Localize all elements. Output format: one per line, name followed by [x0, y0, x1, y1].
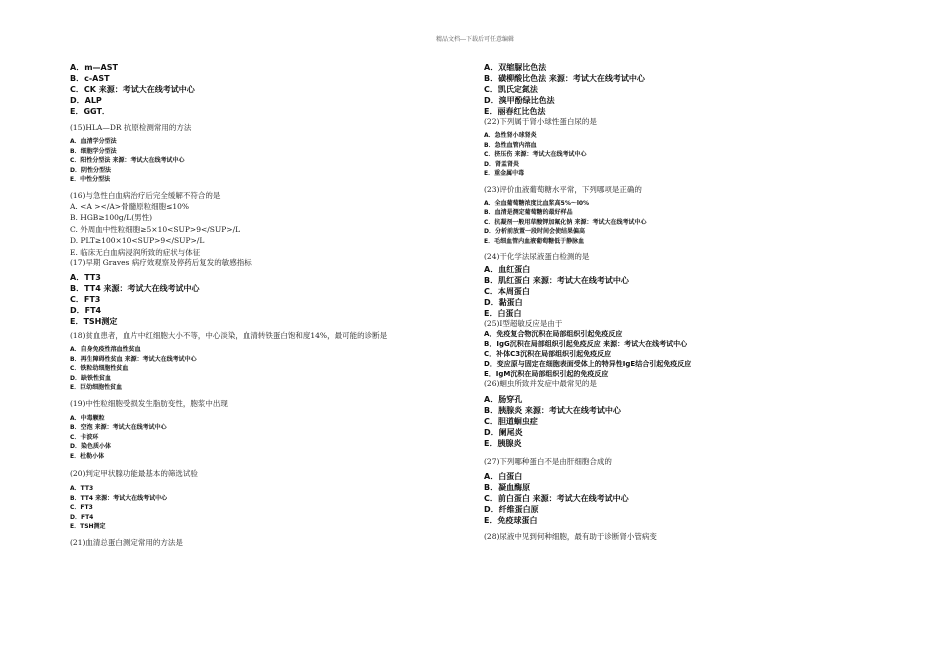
option-a: A．血清学分型法	[70, 138, 117, 145]
options-block	[70, 484, 470, 532]
option-e: E．重金属中毒	[484, 170, 525, 177]
option-d: D．分析前放置一段时间会使结果偏高	[484, 228, 585, 235]
option-c: C．FT3	[70, 504, 93, 511]
option-a: A．TT3	[70, 273, 101, 282]
option-c: C．本周蛋白	[484, 287, 530, 296]
option-a: A．血红蛋白	[484, 265, 531, 274]
option-d: D．缺铁性贫血	[70, 374, 111, 382]
option-e: E．胰腺炎	[484, 439, 522, 448]
question-19: (19)中性粒细胞受损发生脂肪变性，胞浆中出现	[70, 398, 228, 408]
option-d: D．阑尾炎	[484, 428, 523, 437]
question-25: (25)Ⅰ型超敏反应是由于	[484, 319, 563, 328]
option-a: A．中毒颗粒	[70, 414, 105, 422]
answer-line-c: C. 外周血中性粒细胞≥5×10<SUP>9</SUP>/L	[70, 224, 241, 234]
option-d: D．黏蛋白	[484, 298, 523, 307]
option-c: C．前白蛋白 来源：考试大在线考试中心	[484, 494, 629, 503]
option-e: E．白蛋白	[484, 309, 522, 318]
question-27: (27)下列哪种蛋白不是由肝细胞合成的	[484, 457, 612, 466]
option-a: A．免疫复合物沉积在局部组织引起免疫反应	[484, 330, 623, 338]
options-block	[70, 345, 470, 393]
options-block	[484, 62, 884, 117]
option-b: B．肌红蛋白 来源：考试大在线考试中心	[484, 276, 629, 285]
options-block	[70, 414, 470, 462]
option-b: B．凝血酶原	[484, 483, 531, 492]
right-column	[484, 62, 884, 542]
option-e: E．GGT．	[70, 107, 110, 116]
option-d: D．肾盂肾炎	[484, 160, 519, 168]
option-b: B．细胞学分型法	[70, 147, 117, 155]
option-a: A．TT3	[70, 485, 94, 492]
question-18: (18)贫血患者，血片中红细胞大小不等，中心淡染，血清转铁蛋白饱和度14%，最可能的诊断是	[70, 331, 388, 340]
option-e: E．IgM沉积在局部组织引起的免疫反应	[484, 370, 609, 378]
answer-line-b: B. HGB≥100g/L(男性)	[70, 213, 153, 222]
option-e: E．毛细血管内血液葡萄糖低于静脉血	[484, 237, 585, 245]
option-b: B．血清是测定葡萄糖的最好样品	[484, 209, 573, 216]
question-24: (24)干化学法尿液蛋白检测的是	[484, 252, 590, 261]
option-d: D．ALP	[70, 96, 102, 105]
options-block	[484, 471, 884, 526]
option-c: C．FT3	[70, 295, 101, 304]
option-d: D．溴甲酚绿比色法	[484, 96, 555, 105]
options-block	[484, 264, 884, 319]
option-b: B．c-AST	[70, 74, 110, 83]
option-b: B．IgG沉积在局部组织引起免疫反应 来源：考试大在线考试中心	[484, 340, 688, 348]
option-c: C．卡波环	[70, 433, 99, 441]
question-22: (22)下列属于肾小球性蛋白尿的是	[484, 117, 597, 126]
option-d: D．阴性分型法	[70, 166, 111, 174]
question-21: (21)血清总蛋白测定常用的方法是	[70, 537, 183, 547]
option-b: B．磺柳酸比色法 来源：考试大在线考试中心	[484, 74, 645, 83]
answer-line-d: D. PLT≥100×10<SUP>9</SUP>/L	[70, 236, 205, 245]
option-c: C．CK 来源：考试大在线考试中心	[70, 85, 195, 94]
option-c: C．阳性分型法 来源：考试大在线考试中心	[70, 157, 185, 164]
answer-lines	[70, 201, 470, 259]
option-c: C．挤压伤 来源：考试大在线考试中心	[484, 151, 587, 158]
option-b: B．TT4 来源：考试大在线考试中心	[70, 494, 168, 502]
option-b: B．胰腺炎 来源：考试大在线考试中心	[484, 406, 621, 415]
option-b: B．急性血管内溶血	[484, 141, 537, 149]
option-d: D．FT4	[70, 306, 102, 315]
answer-line-e: E. 临床无白血病浸润所致的症状与体征	[70, 247, 201, 257]
option-e: E．中性分型法	[70, 176, 111, 183]
question-26: (26)蛔虫所致并发症中最常见的是	[484, 379, 597, 388]
option-d: D．染色质小体	[70, 443, 111, 450]
answer-line-a: A. <A ></A>骨髓原粒细胞≤10%	[70, 201, 190, 211]
options-block	[484, 199, 884, 247]
question-23: (23)评价血液葡萄糖水平常，下列哪项是正确的	[484, 184, 642, 194]
option-a: A．自身免疫性溶血性贫血	[70, 346, 141, 353]
question-20: (20)判定甲状腺功能最基本的筛选试验	[70, 469, 198, 478]
option-c: C．凯氏定氮法	[484, 85, 538, 94]
option-e: E．丽春红比色法	[484, 107, 546, 116]
option-e: E．TSH测定	[70, 317, 118, 326]
option-a: A．双缩脲比色法	[484, 63, 547, 72]
option-c: C．抗凝剂一般用草酸钾加氟化钠 来源：考试大在线考试中心	[484, 218, 647, 226]
options-block	[70, 137, 470, 185]
question-16: (16)与急性白血病治疗后完全缓解不符合的是	[70, 190, 221, 200]
option-a: A．肠穿孔	[484, 395, 523, 404]
option-e: E．杜勒小体	[70, 452, 105, 460]
option-c: C．铁粒幼细胞性贫血	[70, 365, 129, 372]
option-a: A．白蛋白	[484, 472, 523, 481]
options-block	[484, 329, 884, 379]
option-d: D．纤维蛋白原	[484, 505, 539, 514]
options-block	[70, 62, 470, 117]
option-c: C．胆道蛔虫症	[484, 417, 538, 426]
question-28: (28)尿液中见到何种细胞，最有助于诊断肾小管病变	[484, 532, 657, 541]
question-17: (17)早期 Graves 病疗效观察及停药后复发的敏感指标	[70, 258, 252, 267]
option-b: B．TT4 来源：考试大在线考试中心	[70, 284, 200, 293]
options-block	[484, 131, 884, 179]
option-e: E．巨幼细胞性贫血	[70, 384, 123, 391]
option-c: C．补体C3沉积在局部组织引起免疫反应	[484, 350, 612, 358]
option-a: A．全血葡萄糖浓度比血浆高5%～l0%	[484, 199, 590, 207]
options-block	[70, 272, 470, 327]
option-b: B．空泡 来源：考试大在线考试中心	[70, 424, 167, 431]
option-a: A．m—AST	[70, 63, 118, 72]
option-b: B．再生障碍性贫血 来源：考试大在线考试中心	[70, 355, 197, 363]
options-block	[484, 394, 884, 449]
option-e: E．TSH测定	[70, 523, 106, 530]
question-15: (15)HLA—DR 抗原检测常用的方法	[70, 123, 192, 132]
option-e: E．免疫球蛋白	[484, 516, 538, 525]
option-a: A．急性肾小球肾炎	[484, 132, 537, 139]
option-d: D．FT4	[70, 513, 94, 521]
option-d: D．变应原与固定在细胞表面受体上的特异性IgE结合引起免疫反应	[484, 360, 692, 368]
left-column	[70, 62, 470, 548]
page-header: 精品文档---下载后可任意编辑	[435, 36, 515, 43]
